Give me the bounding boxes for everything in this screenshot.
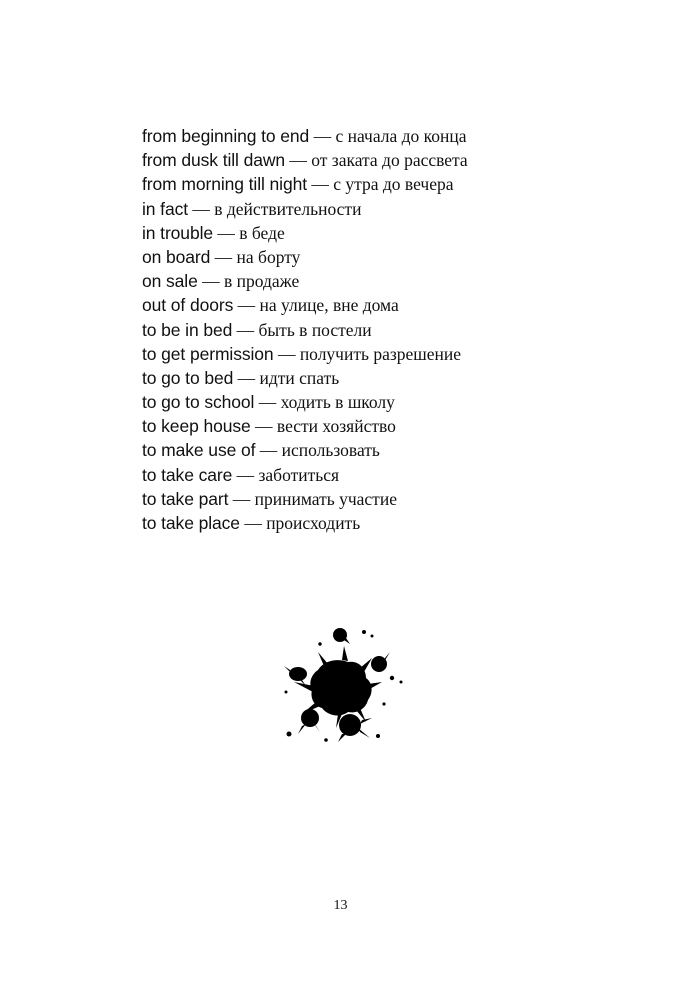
phrase-english: to go to bed xyxy=(142,367,234,388)
phrase-separator: — xyxy=(233,295,260,316)
phrase-list xyxy=(142,124,468,535)
phrase-separator: — xyxy=(232,319,259,340)
phrase-english: to keep house xyxy=(142,416,251,437)
phrase-russian: на улице, вне дома xyxy=(259,295,399,316)
phrase-separator: — xyxy=(309,126,336,146)
phrase-row xyxy=(142,342,468,366)
phrase-row xyxy=(142,438,468,462)
page-number: 13 xyxy=(333,898,348,913)
phrase-russian: в действительности xyxy=(214,198,362,219)
phrase-separator: — xyxy=(250,416,277,437)
phrase-row xyxy=(142,293,468,317)
phrase-separator: — xyxy=(188,198,215,219)
phrase-separator: — xyxy=(255,440,282,461)
phrase-english: to get permission xyxy=(142,343,274,364)
phrase-russian: с утра до вечера xyxy=(333,174,454,195)
phrase-separator: — xyxy=(306,174,334,195)
phrase-russian: происходить xyxy=(266,513,361,533)
phrase-row xyxy=(142,366,468,390)
phrase-english: in fact xyxy=(142,198,188,219)
phrase-english: in trouble xyxy=(142,222,213,243)
phrase-separator: — xyxy=(233,367,260,388)
phrase-english: out of doors xyxy=(142,295,234,316)
phrase-row xyxy=(142,124,468,148)
phrase-separator: — xyxy=(228,488,255,509)
phrase-russian: ходить в школу xyxy=(280,392,395,413)
phrase-english: to take part xyxy=(142,488,229,509)
phrase-russian: быть в постели xyxy=(258,319,372,340)
phrase-russian: вести хозяйство xyxy=(276,416,396,437)
phrase-english: on sale xyxy=(142,271,198,292)
phrase-russian: на борту xyxy=(236,246,301,267)
phrase-russian: принимать участие xyxy=(254,488,397,509)
phrase-separator: — xyxy=(254,392,281,413)
phrase-row xyxy=(142,148,468,172)
phrase-english: on board xyxy=(142,246,211,267)
phrase-row xyxy=(142,487,468,511)
phrase-row xyxy=(142,221,468,245)
phrase-row xyxy=(142,197,468,221)
ink-blot-icon xyxy=(280,622,410,752)
phrase-russian: идти спать xyxy=(259,367,340,388)
phrase-separator: — xyxy=(273,343,300,364)
phrase-russian: от заката до рассвета xyxy=(311,150,468,171)
phrase-english: to be in bed xyxy=(142,319,233,340)
phrase-row xyxy=(142,414,468,438)
phrase-row xyxy=(142,269,468,293)
phrase-russian: с начала до конца xyxy=(335,126,467,146)
phrase-english: from morning till night xyxy=(142,174,307,195)
phrase-english: from beginning to end xyxy=(142,126,310,146)
phrase-separator: — xyxy=(213,222,240,243)
phrase-english: to take place xyxy=(142,513,240,533)
phrase-russian: в продаже xyxy=(223,271,300,292)
phrase-separator: — xyxy=(239,513,267,533)
phrase-row xyxy=(142,390,468,414)
phrase-row xyxy=(142,318,468,342)
phrase-row xyxy=(142,245,468,269)
phrase-separator: — xyxy=(232,464,259,485)
phrase-english: to make use of xyxy=(142,440,256,461)
phrase-russian: заботиться xyxy=(258,464,340,485)
phrase-separator: — xyxy=(210,246,237,267)
phrase-separator: — xyxy=(197,271,224,292)
phrase-russian: получить разрешение xyxy=(299,343,462,364)
phrase-row xyxy=(142,172,468,196)
phrase-row xyxy=(142,511,468,535)
phrase-english: to go to school xyxy=(142,392,255,413)
phrase-separator: — xyxy=(285,150,312,171)
phrase-russian: использовать xyxy=(281,440,380,461)
phrase-english: from dusk till dawn xyxy=(142,150,286,171)
phrase-english: to take care xyxy=(142,464,233,485)
phrase-russian: в беде xyxy=(239,222,285,243)
phrase-row xyxy=(142,463,468,487)
